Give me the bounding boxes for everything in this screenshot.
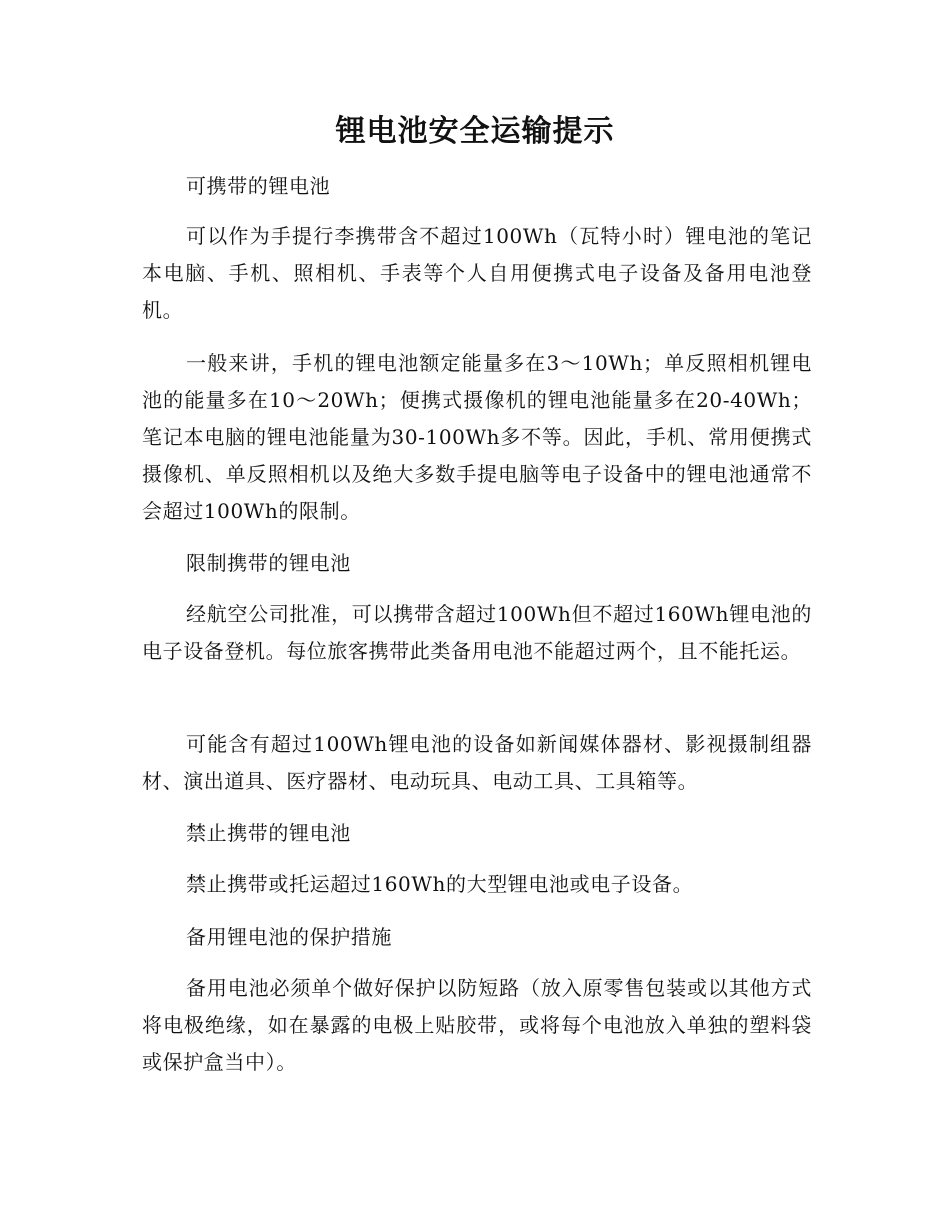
section-heading-portable: 可携带的锂电池 bbox=[186, 174, 331, 198]
section-heading-restricted: 限制携带的锂电池 bbox=[186, 551, 351, 575]
document-title: 锂电池安全运输提示 bbox=[335, 114, 615, 149]
paragraph-restricted-rule: 经航空公司批准，可以携带含超过100Wh但不超过160Wh锂电池的电子设备登机。每位旅客携带此类备用电池不能超过两个，且不能托运。 bbox=[142, 602, 812, 663]
section-heading-prohibited: 禁止携带的锂电池 bbox=[186, 821, 351, 845]
paragraph-portable-rule: 可以作为手提行李携带含不超过100Wh（瓦特小时）锂电池的笔记本电脑、手机、照相机、手表等个人自用便携式电子设备及备用电池登机。 bbox=[142, 224, 812, 322]
paragraph-restricted-devices: 可能含有超过100Wh锂电池的设备如新闻媒体器材、影视摄制组器材、演出道具、医疗器材、电动玩具、电动工具、工具箱等。 bbox=[142, 732, 812, 793]
paragraph-prohibited-rule: 禁止携带或托运超过160Wh的大型锂电池或电子设备。 bbox=[186, 872, 694, 896]
section-heading-protection: 备用锂电池的保护措施 bbox=[186, 925, 392, 949]
paragraph-energy-examples: 一般来讲，手机的锂电池额定能量多在3～10Wh；单反照相机锂电池的能量多在10～20Wh；便携式摄像机的锂电池能量多在20-40Wh；笔记本电脑的锂电池能量为30-100Wh多不等。因此，手机、常用便携式摄像机、单反照相机以及绝大多数手提电脑等电子设备中的锂电池通常不会超过100Wh的限制。 bbox=[142, 351, 812, 523]
paragraph-protection-rule: 备用电池必须单个做好保护以防短路（放入原零售包装或以其他方式将电极绝缘，如在暴露的电极上贴胶带，或将每个电池放入单独的塑料袋或保护盒当中）。 bbox=[142, 976, 812, 1074]
